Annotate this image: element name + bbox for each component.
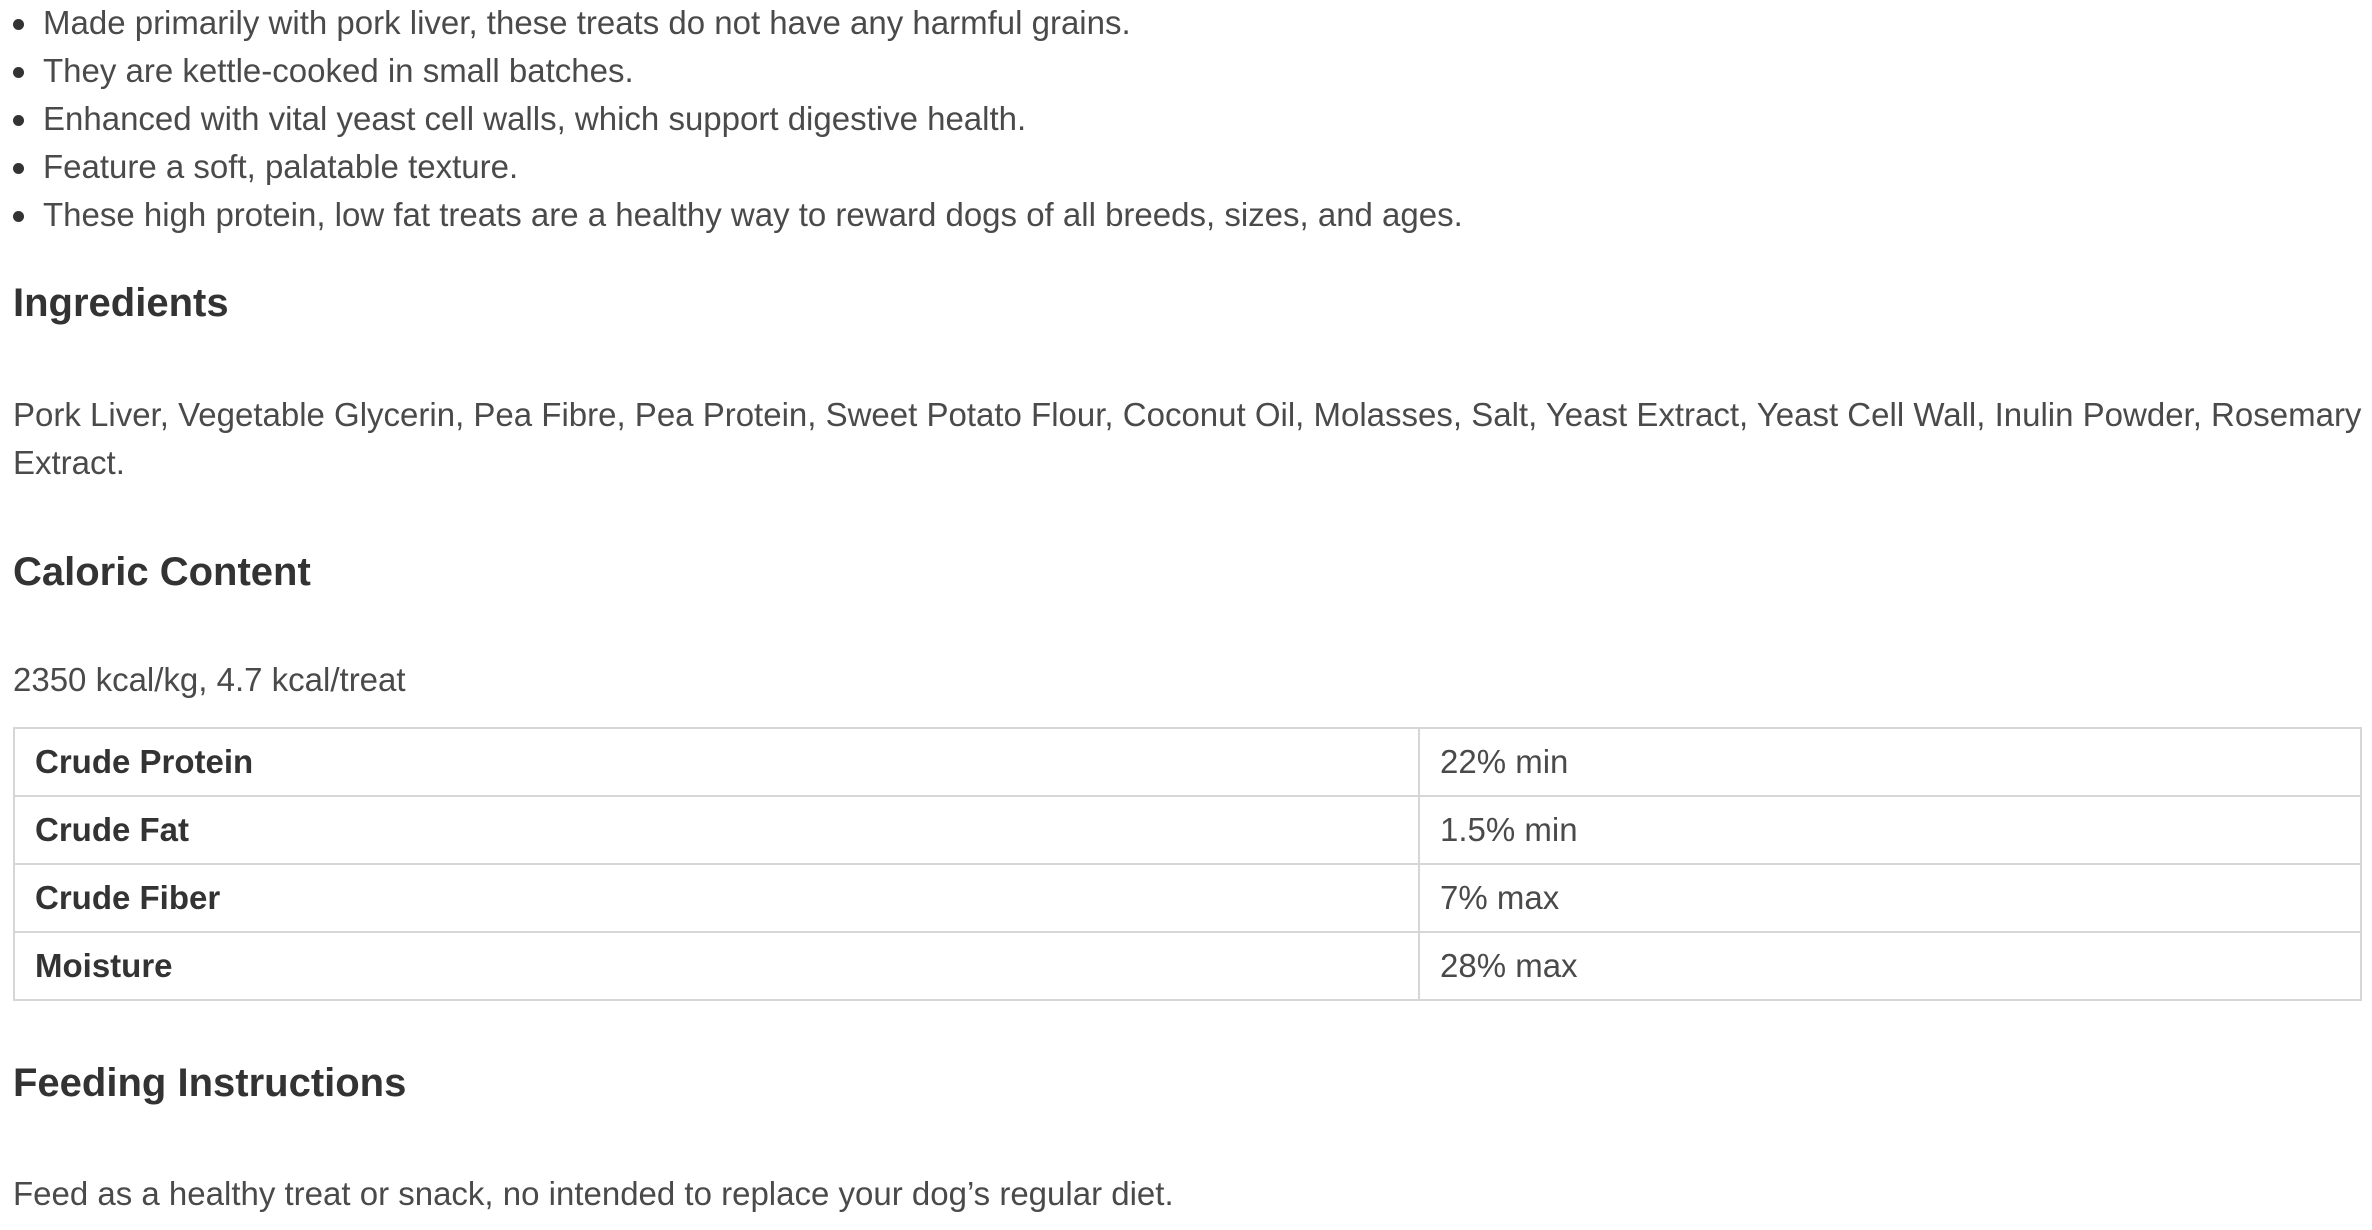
table-row [14, 864, 2361, 932]
feature-text: Feature a soft, palatable texture. [43, 148, 519, 185]
list-item [13, 143, 2362, 191]
feature-text: Made primarily with pork liver, these treats do not have any harmful grains. [43, 4, 1131, 41]
nutrient-value: 7% max [1419, 864, 2361, 932]
table-row [14, 728, 2361, 796]
list-item [13, 47, 2362, 95]
nutrient-label: Crude Fiber [14, 864, 1419, 932]
bullet-icon [13, 115, 24, 126]
bullet-icon [13, 211, 24, 222]
nutrient-value: 22% min [1419, 728, 2361, 796]
guaranteed-analysis-table [13, 727, 2362, 1001]
caloric-content-heading: Caloric Content [13, 550, 311, 594]
nutrient-label: Moisture [14, 932, 1419, 1000]
caloric-content-text: 2350 kcal/kg, 4.7 kcal/treat [13, 661, 406, 698]
bullet-icon [13, 67, 24, 78]
ingredients-text: Pork Liver, Vegetable Glycerin, Pea Fibre, Pea Protein, Sweet Potato Flour, Coconut Oil, Molasses, Salt, Yeast Extract, Yeast Cell Wall, Inulin Powder, Rosemary Extract. [13, 396, 2362, 481]
feature-text: These high protein, low fat treats are a healthy way to reward dogs of all breeds, sizes, and ages. [43, 196, 1463, 233]
bullet-icon [13, 163, 24, 174]
ingredients-heading: Ingredients [13, 281, 229, 325]
feeding-instructions-heading: Feeding Instructions [13, 1061, 407, 1105]
table-row [14, 796, 2361, 864]
nutrient-label: Crude Protein [14, 728, 1419, 796]
table-row [14, 932, 2361, 1000]
list-item [13, 95, 2362, 143]
list-item [13, 0, 2362, 47]
nutrient-value: 1.5% min [1419, 796, 2361, 864]
feature-list [13, 0, 2362, 239]
nutrient-value: 28% max [1419, 932, 2361, 1000]
bullet-icon [13, 19, 24, 30]
feeding-instructions-text: Feed as a healthy treat or snack, no intended to replace your dog’s regular diet. [13, 1175, 1174, 1212]
list-item [13, 191, 2362, 239]
feature-text: Enhanced with vital yeast cell walls, which support digestive health. [43, 100, 1027, 137]
nutrient-label: Crude Fat [14, 796, 1419, 864]
feature-text: They are kettle-cooked in small batches. [43, 52, 634, 89]
